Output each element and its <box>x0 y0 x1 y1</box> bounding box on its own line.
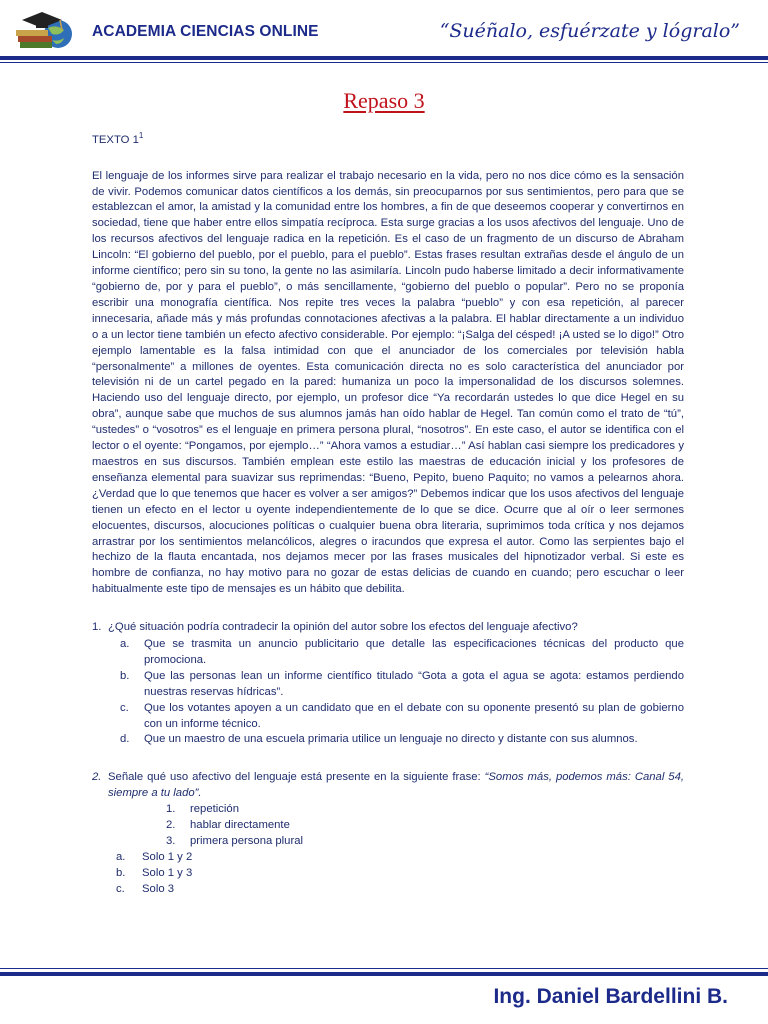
option-d: d. Que un maestro de una escuela primaria utilice un lenguaje no directo y distante con sus alumnos. <box>120 733 638 746</box>
statement-item: 3. primera persona plural <box>166 835 304 848</box>
option-c: c. Que los votantes apoyen a un candidato que en el debate con su oponente presentó su plan de gobierno con un informe técnico. <box>120 701 684 730</box>
question-text: Señale qué uso afectivo del lenguaje está presente en la siguiente frase: “Somos más, podemos más: Canal 54, siempre a tu lado”. <box>108 771 684 800</box>
quoted-phrase: “Somos más, podemos más: Canal 54, siempre a tu lado”. <box>108 771 684 800</box>
footer-rule-thick <box>0 972 768 976</box>
question-number: 1. <box>92 621 102 634</box>
text-label: TEXTO $1^1$ <box>92 131 144 146</box>
question-number: 2. <box>92 771 102 784</box>
organization-name: ACADEMIA CIENCIAS ONLINE <box>92 23 319 40</box>
header-rule-thick <box>0 56 768 60</box>
option-a: a. Solo 1 y 2 <box>116 850 193 863</box>
statement-item: 1. repetición <box>166 803 239 816</box>
header-rule-thin <box>0 62 768 63</box>
question-1 <box>92 620 684 748</box>
option-c: c. Solo 3 <box>116 882 175 895</box>
academy-logo-icon <box>12 6 78 54</box>
question-text: ¿Qué situación podría contradecir la opinión del autor sobre los efectos del lenguaje afectivo? <box>108 621 578 634</box>
document-body <box>92 122 684 898</box>
option-b: b. Que las personas lean un informe científico titulado “Gota a gota el agua se agota: estamos perdiendo nuestras reservas hídricas”. <box>120 669 684 698</box>
author-name: Ing. Daniel Bardellini B. <box>493 985 728 1008</box>
option-a: a. Que se trasmita un anuncio publicitario que detalle las especificaciones técnicas del producto que promociona. <box>120 638 684 666</box>
motto: “Suéñalo, esfuérzate y lógralo” <box>439 20 740 42</box>
question-2 <box>92 770 684 897</box>
page-title: Repaso 3 <box>343 88 425 113</box>
page-header <box>0 0 768 62</box>
footer-rule-thin <box>0 968 768 969</box>
statement-item: 2. hablar directamente <box>166 819 290 832</box>
option-b: b. Solo 1 y 3 <box>116 866 193 879</box>
reading-paragraph: El lenguaje de los informes sirve para realizar el trabajo necesario en la vida, pero no nos dice cómo es la sensación de vivir. Podemos comunicar datos científicos a los demás, sin preocuparnos por sus sentimientos, pero para que se establezcan el amor, la amistad y la comunidad entre los hombres, a fin de que deseemos cooperar y convertirnos en sociedad, tiene que haber entre ellos simpatía recíproca. Esta surge gracias a los usos afectivos del lenguaje. Uno de los recursos afectivos del lenguaje radica en la repetición. Es el caso de un fragmento de un discurso de Abraham Lincoln: “El gobierno del pueblo, por el pueblo, para el pueblo”. Estas frases resultan extrañas desde el ángulo de un informe científico; pero sin su tono, la gente no las asimilaría. Lincoln pudo haberse limitado a decir informativamente “gobierno de, por y para el pueblo”, o más sencillamente, “gobierno del pueblo o popular”. Pero no se proponía escribir una monografía científica. Nos repite tres veces la palabra “pueblo” y con esa repetición, al parecer innecesaria, añade más y más profundas connotaciones afectivas a la palabra. El hablar directamente a un individuo o a un lector tiene también un efecto afectivo considerable. Por ejemplo: “¡Salga del césped! ¡A usted se lo digo!” Otro ejemplo lamentable es la falsa intimidad con que el anunciador de los comerciales por televisión habla “personalmente” a millones de oyentes. Esta comunicación directa no es solo característica del anunciador por televisión ni de un cartel pegado en la pared: humaniza un poco la impersonalidad de los discursos solemnes. Haciendo uso del lenguaje directo, por ejemplo, un profesor dice “Ya recordarán ustedes lo que dice Hegel en su obra”, aunque sabe que muchos de sus alumnos jamás han oído hablar de Hegel. Tan común como el trato de “tú”, “ustedes” o “vosotros” es el lenguaje en primera persona plural, “nosotros”. En este caso, el autor se identifica con el lector o el oyente: “Pongamos, por ejemplo…” “Ahora vamos a estudiar…” Así hablan casi siempre los predicadores y maestros en sus discursos. También emplean este estilo las maestras de educación inicial y los profesores de enseñanza elemental para suavizar sus reprimendas: “Bueno, Pepito, bueno Paquito; no vamos a pelearnos ahora. ¿Verdad que lo que tenemos que hacer es volver a ser amigos?” Debemos indicar que los usos afectivos del lenguaje tienen un efecto en el lector u oyente independientemente de lo que se dice. Ocurre que al oír o leer sermones elocuentes, discursos, alocuciones políticas o cualquier buena obra literaria, suprimimos toda crítica y nos dejamos arrastrar por los sentimientos melancólicos, alegres o iracundos que expresa el autor. Como las serpientes bajo el hechizo de la flauta encantada, nos dejamos mecer por las frases musicales del hipnotizador verbal. Si este es hombre de confianza, no hay motivo para no gozar de estas delicias de cuando en cuando; pero escuchar o leer habitualmente este tipo de mensajes es un hábito que debilita. <box>92 169 684 596</box>
